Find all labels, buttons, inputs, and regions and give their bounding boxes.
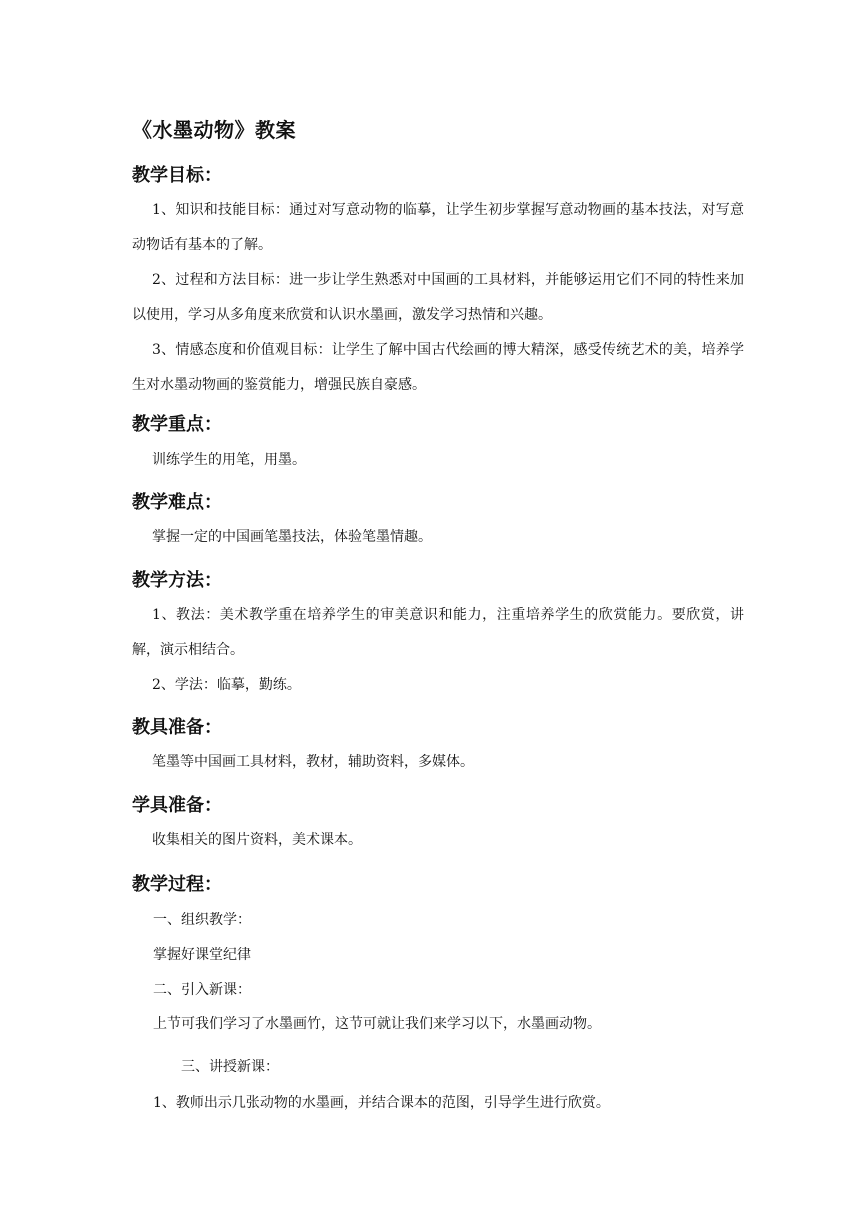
objectives-heading: 教学目标： — [132, 165, 222, 186]
difficulties-heading: 教学难点： — [132, 492, 222, 513]
process-heading: 教学过程： — [132, 874, 222, 895]
process-line-6: 1、教师出示几张动物的水墨画，并结合课本的范图，引导学生进行欣赏。 — [153, 1095, 610, 1111]
process-line-1: 一、组织教学： — [153, 912, 251, 928]
objective-item-2: 2、过程和方法目标：进一步让学生熟悉对中国画的工具材料，并能够运用它们不同的特性来加以使用，学习从多角度来欣赏和认识水墨画，激发学习热情和兴趣。 — [132, 272, 744, 323]
objective-item-1: 1、知识和技能目标：通过对写意动物的临摹，让学生初步掌握写意动物画的基本技法，对写意动物话有基本的了解。 — [132, 202, 744, 253]
teaching-aids-text: 笔墨等中国画工具材料，教材，辅助资料，多媒体。 — [152, 754, 474, 770]
methods-heading: 教学方法： — [132, 570, 222, 591]
teaching-aids-heading: 教具准备： — [132, 717, 222, 738]
objective-item-3: 3、情感态度和价值观目标：让学生了解中国古代绘画的博大精深，感受传统艺术的美，培养学生对水墨动物画的鉴赏能力，增强民族自豪感。 — [132, 342, 744, 393]
difficulties-text: 掌握一定的中国画笔墨技法，体验笔墨情趣。 — [152, 529, 432, 545]
method-item-2: 2、学法：临摹，勤练。 — [152, 677, 301, 693]
process-line-3: 二、引入新课： — [153, 982, 251, 998]
document-title: 《水墨动物》教案 — [132, 118, 296, 142]
key-points-heading: 教学重点： — [132, 414, 222, 435]
process-line-5: 三、讲授新课： — [181, 1059, 279, 1075]
process-line-4: 上节可我们学习了水墨画竹，这节可就让我们来学习以下，水墨画动物。 — [153, 1016, 601, 1032]
method-item-1: 1、教法：美术教学重在培养学生的审美意识和能力，注重培养学生的欣赏能力。要欣赏，讲解，演示相结合。 — [132, 607, 744, 658]
key-points-text: 训练学生的用笔，用墨。 — [152, 452, 306, 468]
process-line-2: 掌握好课堂纪律 — [153, 947, 251, 963]
learning-aids-heading: 学具准备： — [132, 795, 222, 816]
learning-aids-text: 收集相关的图片资料，美术课本。 — [152, 832, 362, 848]
